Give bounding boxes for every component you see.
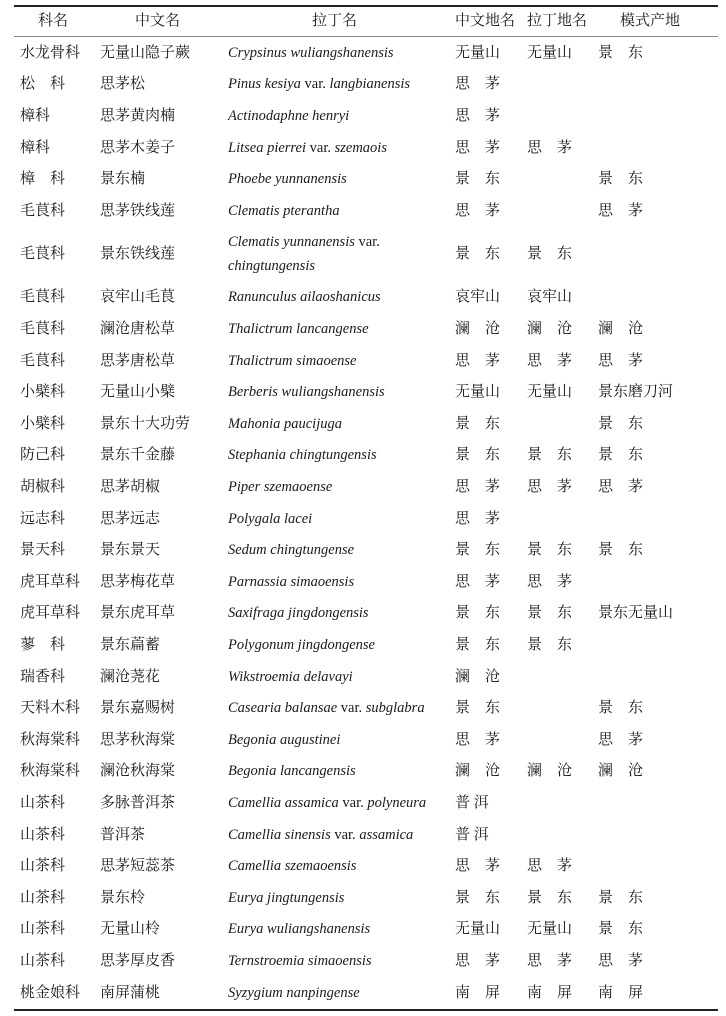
cell-chinese-name: 景东十大功劳 xyxy=(100,415,191,432)
cell-chinese-place: 景 东 xyxy=(455,542,501,559)
table-row xyxy=(0,132,726,164)
table-row xyxy=(0,629,726,661)
table-row xyxy=(0,756,726,788)
cell-latin-name: Camellia szemaoensis xyxy=(228,858,357,875)
cell-chinese-name: 思茅秋海棠 xyxy=(100,731,176,748)
cell-chinese-name: 景东柃 xyxy=(100,889,146,906)
cell-chinese-name: 景东萹蓄 xyxy=(100,636,161,653)
cell-chinese-name: 无量山隐子蕨 xyxy=(100,44,191,61)
cell-chinese-name: 景东虎耳草 xyxy=(100,605,176,622)
cell-family: 山茶科 xyxy=(20,826,66,843)
cell-family: 天料木科 xyxy=(20,700,81,717)
variety-marker: var. xyxy=(304,76,326,93)
cell-chinese-place: 景 东 xyxy=(455,171,501,188)
cell-chinese-place: 思 茅 xyxy=(455,731,501,748)
cell-latin-name: Sedum chingtungense xyxy=(228,542,355,559)
cell-type-locality: 思 茅 xyxy=(598,478,644,495)
table-row xyxy=(0,945,726,977)
table-row xyxy=(0,163,726,195)
cell-family: 景天科 xyxy=(20,542,66,559)
cell-chinese-place: 景 东 xyxy=(455,636,501,653)
cell-chinese-place: 澜 沧 xyxy=(455,763,501,780)
cell-chinese-place: 思 茅 xyxy=(455,573,501,590)
cell-type-locality: 景 东 xyxy=(598,171,644,188)
cell-latin-name: Piper szemaoense xyxy=(228,478,333,495)
header-latin-place: 拉丁地名 xyxy=(527,13,588,29)
cell-chinese-name: 思茅木姜子 xyxy=(100,139,176,156)
cell-chinese-place: 普 洱 xyxy=(455,826,489,843)
variety-marker: var. xyxy=(309,139,331,156)
cell-chinese-place: 哀牢山 xyxy=(455,289,501,306)
table-row xyxy=(0,69,726,101)
table-row xyxy=(0,376,726,408)
cell-chinese-place: 思 茅 xyxy=(455,952,501,969)
cell-family: 胡椒科 xyxy=(20,478,66,495)
cell-chinese-name: 思茅胡椒 xyxy=(100,478,161,495)
cell-family: 虎耳草科 xyxy=(20,573,81,590)
table-row xyxy=(0,882,726,914)
cell-latin-name: Crypsinus wuliangshanensis xyxy=(228,44,394,61)
table-bottom-rule xyxy=(14,1009,718,1011)
cell-chinese-place: 思 茅 xyxy=(455,107,501,124)
cell-latin-name: Ternstroemia simaoensis xyxy=(228,952,372,969)
cell-latin-name: Ranunculus ailaoshanicus xyxy=(228,289,381,306)
table-row xyxy=(0,313,726,345)
cell-chinese-name: 多脉普洱茶 xyxy=(100,794,176,811)
cell-type-locality: 思 茅 xyxy=(598,202,644,219)
cell-chinese-name: 景东景天 xyxy=(100,542,161,559)
cell-type-locality: 景 东 xyxy=(598,44,644,61)
cell-chinese-name: 思茅松 xyxy=(100,76,146,93)
cell-latin-name: Pinus kesiya var. langbianensis xyxy=(228,76,411,93)
cell-chinese-place: 景 东 xyxy=(455,700,501,717)
table-row xyxy=(0,724,726,756)
header-latin-name: 拉丁名 xyxy=(312,13,358,29)
cell-chinese-place: 无量山 xyxy=(455,44,501,61)
cell-family: 山茶科 xyxy=(20,921,66,938)
cell-chinese-place: 无量山 xyxy=(455,384,501,401)
cell-latin-place: 南 屏 xyxy=(527,984,573,1001)
table-row xyxy=(0,503,726,535)
cell-type-locality: 景东磨刀河 xyxy=(598,384,674,401)
cell-latin-place: 景 东 xyxy=(527,447,573,464)
header-chinese-place: 中文地名 xyxy=(455,13,516,29)
cell-chinese-name: 思茅铁线莲 xyxy=(100,202,176,219)
cell-chinese-name: 景东嘉赐树 xyxy=(100,700,176,717)
cell-latin-place: 思 茅 xyxy=(527,952,573,969)
cell-chinese-place: 景 东 xyxy=(455,889,501,906)
header-family: 科名 xyxy=(38,13,69,29)
cell-latin-name: Casearia balansae var. subglabra xyxy=(228,700,425,717)
cell-chinese-place: 思 茅 xyxy=(455,858,501,875)
cell-family: 远志科 xyxy=(20,510,66,527)
cell-latin-name: Syzygium nanpingense xyxy=(228,984,360,1001)
cell-family: 山茶科 xyxy=(20,952,66,969)
cell-latin-name: Thalictrum simaoense xyxy=(228,352,357,369)
cell-family: 毛茛科 xyxy=(20,320,66,337)
cell-latin-name: Thalictrum lancangense xyxy=(228,320,369,337)
cell-latin-place: 无量山 xyxy=(527,921,573,938)
cell-family: 樟科 xyxy=(20,107,51,124)
cell-type-locality: 思 茅 xyxy=(598,352,644,369)
cell-family: 水龙骨科 xyxy=(20,44,81,61)
cell-family: 小檗科 xyxy=(20,384,66,401)
cell-latin-place: 无量山 xyxy=(527,44,573,61)
cell-latin-name: Litsea pierrei var. szemaois xyxy=(228,139,387,156)
cell-family: 秋海棠科 xyxy=(20,731,81,748)
cell-chinese-place: 景 东 xyxy=(455,246,501,263)
table-row xyxy=(0,819,726,851)
cell-chinese-name: 澜沧秋海棠 xyxy=(100,763,176,780)
cell-chinese-name: 思茅唐松草 xyxy=(100,352,176,369)
cell-type-locality: 景 东 xyxy=(598,447,644,464)
table-row xyxy=(0,787,726,819)
cell-latin-name: Wikstroemia delavayi xyxy=(228,668,353,685)
cell-type-locality: 景 东 xyxy=(598,542,644,559)
cell-family: 樟 科 xyxy=(20,171,66,188)
cell-latin-place: 景 东 xyxy=(527,605,573,622)
cell-latin-place: 思 茅 xyxy=(527,352,573,369)
cell-family: 瑞香科 xyxy=(20,668,66,685)
variety-marker: var. xyxy=(334,826,356,843)
cell-chinese-name: 澜沧唐松草 xyxy=(100,320,176,337)
cell-latin-name: Eurya jingtungensis xyxy=(228,889,345,906)
table-row xyxy=(0,195,726,227)
cell-family: 松 科 xyxy=(20,76,66,93)
cell-family: 山茶科 xyxy=(20,889,66,906)
cell-type-locality: 景东无量山 xyxy=(598,605,674,622)
cell-chinese-place: 思 茅 xyxy=(455,510,501,527)
cell-chinese-name: 思茅厚皮香 xyxy=(100,952,176,969)
cell-chinese-name: 南屏蒲桃 xyxy=(100,984,161,1001)
cell-family: 桃金娘科 xyxy=(20,984,81,1001)
cell-chinese-name: 无量山柃 xyxy=(100,921,161,938)
cell-latin-name: Saxifraga jingdongensis xyxy=(228,605,369,622)
table-row xyxy=(0,227,726,282)
cell-family: 小檗科 xyxy=(20,415,66,432)
table-row xyxy=(0,282,726,314)
cell-chinese-name: 思茅梅花草 xyxy=(100,573,176,590)
cell-latin-place: 哀牢山 xyxy=(527,289,573,306)
cell-type-locality: 澜 沧 xyxy=(598,763,644,780)
cell-chinese-name: 景东铁线莲 xyxy=(100,246,176,263)
cell-latin-name: Actinodaphne henryi xyxy=(228,107,350,124)
cell-chinese-name: 普洱茶 xyxy=(100,826,146,843)
cell-latin-place: 无量山 xyxy=(527,384,573,401)
cell-latin-place: 景 东 xyxy=(527,889,573,906)
table-row xyxy=(0,566,726,598)
header-type-locality: 模式产地 xyxy=(620,13,681,29)
table-row xyxy=(0,345,726,377)
cell-latin-name: Polygonum jingdongense xyxy=(228,636,375,653)
cell-type-locality: 南 屏 xyxy=(598,984,644,1001)
cell-latin-name: Camellia sinensis var. assamica xyxy=(228,826,414,843)
cell-type-locality: 景 东 xyxy=(598,921,644,938)
cell-latin-place: 景 东 xyxy=(527,246,573,263)
variety-marker: var. xyxy=(358,233,380,250)
table-row xyxy=(0,914,726,946)
table-row xyxy=(0,37,726,69)
variety-marker: var. xyxy=(342,794,364,811)
cell-latin-name: Clematis yunnanensis var. chingtungensis xyxy=(228,233,380,275)
cell-type-locality: 景 东 xyxy=(598,889,644,906)
cell-chinese-place: 景 东 xyxy=(455,605,501,622)
cell-latin-place: 景 东 xyxy=(527,636,573,653)
cell-type-locality: 澜 沧 xyxy=(598,320,644,337)
cell-latin-name: Begonia lancangensis xyxy=(228,763,356,780)
cell-family: 山茶科 xyxy=(20,858,66,875)
cell-family: 毛茛科 xyxy=(20,246,66,263)
table-row xyxy=(0,850,726,882)
table-header xyxy=(0,6,726,36)
table-row xyxy=(0,598,726,630)
cell-latin-place: 思 茅 xyxy=(527,139,573,156)
cell-chinese-place: 景 东 xyxy=(455,415,501,432)
cell-chinese-place: 思 茅 xyxy=(455,139,501,156)
cell-latin-name: Stephania chingtungensis xyxy=(228,447,377,464)
cell-chinese-place: 普 洱 xyxy=(455,794,489,811)
cell-family: 山茶科 xyxy=(20,794,66,811)
cell-latin-place: 澜 沧 xyxy=(527,320,573,337)
cell-latin-name: Begonia augustinei xyxy=(228,731,341,748)
cell-chinese-place: 澜 沧 xyxy=(455,320,501,337)
cell-latin-name: Mahonia paucijuga xyxy=(228,415,342,432)
cell-chinese-place: 景 东 xyxy=(455,447,501,464)
cell-chinese-place: 思 茅 xyxy=(455,76,501,93)
table-row xyxy=(0,440,726,472)
table-row xyxy=(0,977,726,1009)
cell-latin-place: 思 茅 xyxy=(527,478,573,495)
cell-chinese-name: 哀牢山毛茛 xyxy=(100,289,176,306)
cell-chinese-place: 南 屏 xyxy=(455,984,501,1001)
cell-family: 防己科 xyxy=(20,447,66,464)
cell-chinese-name: 无量山小檗 xyxy=(100,384,176,401)
cell-family: 蓼 科 xyxy=(20,636,66,653)
cell-latin-name: Eurya wuliangshanensis xyxy=(228,921,371,938)
table-row xyxy=(0,534,726,566)
cell-chinese-place: 思 茅 xyxy=(455,478,501,495)
cell-latin-name: Parnassia simaoensis xyxy=(228,573,355,590)
cell-family: 秋海棠科 xyxy=(20,763,81,780)
table-row xyxy=(0,408,726,440)
cell-family: 毛茛科 xyxy=(20,289,66,306)
cell-latin-place: 思 茅 xyxy=(527,573,573,590)
variety-marker: var. xyxy=(340,700,363,717)
cell-chinese-name: 思茅短蕊茶 xyxy=(100,858,176,875)
table-row xyxy=(0,692,726,724)
cell-chinese-place: 无量山 xyxy=(455,921,501,938)
cell-latin-name: Polygala lacei xyxy=(228,510,313,527)
cell-type-locality: 景 东 xyxy=(598,700,644,717)
cell-family: 毛茛科 xyxy=(20,352,66,369)
cell-latin-place: 澜 沧 xyxy=(527,763,573,780)
cell-latin-name: Clematis pterantha xyxy=(228,202,340,219)
cell-type-locality: 思 茅 xyxy=(598,952,644,969)
cell-chinese-name: 思茅黄肉楠 xyxy=(100,107,176,124)
cell-chinese-name: 景东千金藤 xyxy=(100,447,176,464)
cell-family: 虎耳草科 xyxy=(20,605,81,622)
cell-chinese-place: 思 茅 xyxy=(455,352,501,369)
table-row xyxy=(0,471,726,503)
cell-chinese-name: 景东楠 xyxy=(100,171,146,188)
cell-family: 毛茛科 xyxy=(20,202,66,219)
cell-chinese-place: 思 茅 xyxy=(455,202,501,219)
cell-type-locality: 景 东 xyxy=(598,415,644,432)
cell-chinese-name: 澜沧荛花 xyxy=(100,668,161,685)
cell-type-locality: 思 茅 xyxy=(598,731,644,748)
table-row xyxy=(0,100,726,132)
cell-family: 樟科 xyxy=(20,139,51,156)
cell-chinese-place: 澜 沧 xyxy=(455,668,501,685)
cell-latin-name: Berberis wuliangshanensis xyxy=(228,384,385,401)
cell-latin-name: Camellia assamica var. polyneura xyxy=(228,794,427,811)
cell-latin-name: Phoebe yunnanensis xyxy=(228,171,347,188)
cell-latin-place: 思 茅 xyxy=(527,858,573,875)
cell-chinese-name: 思茅远志 xyxy=(100,510,161,527)
cell-latin-place: 景 东 xyxy=(527,542,573,559)
header-chinese-name: 中文名 xyxy=(135,13,181,29)
table-row xyxy=(0,661,726,693)
